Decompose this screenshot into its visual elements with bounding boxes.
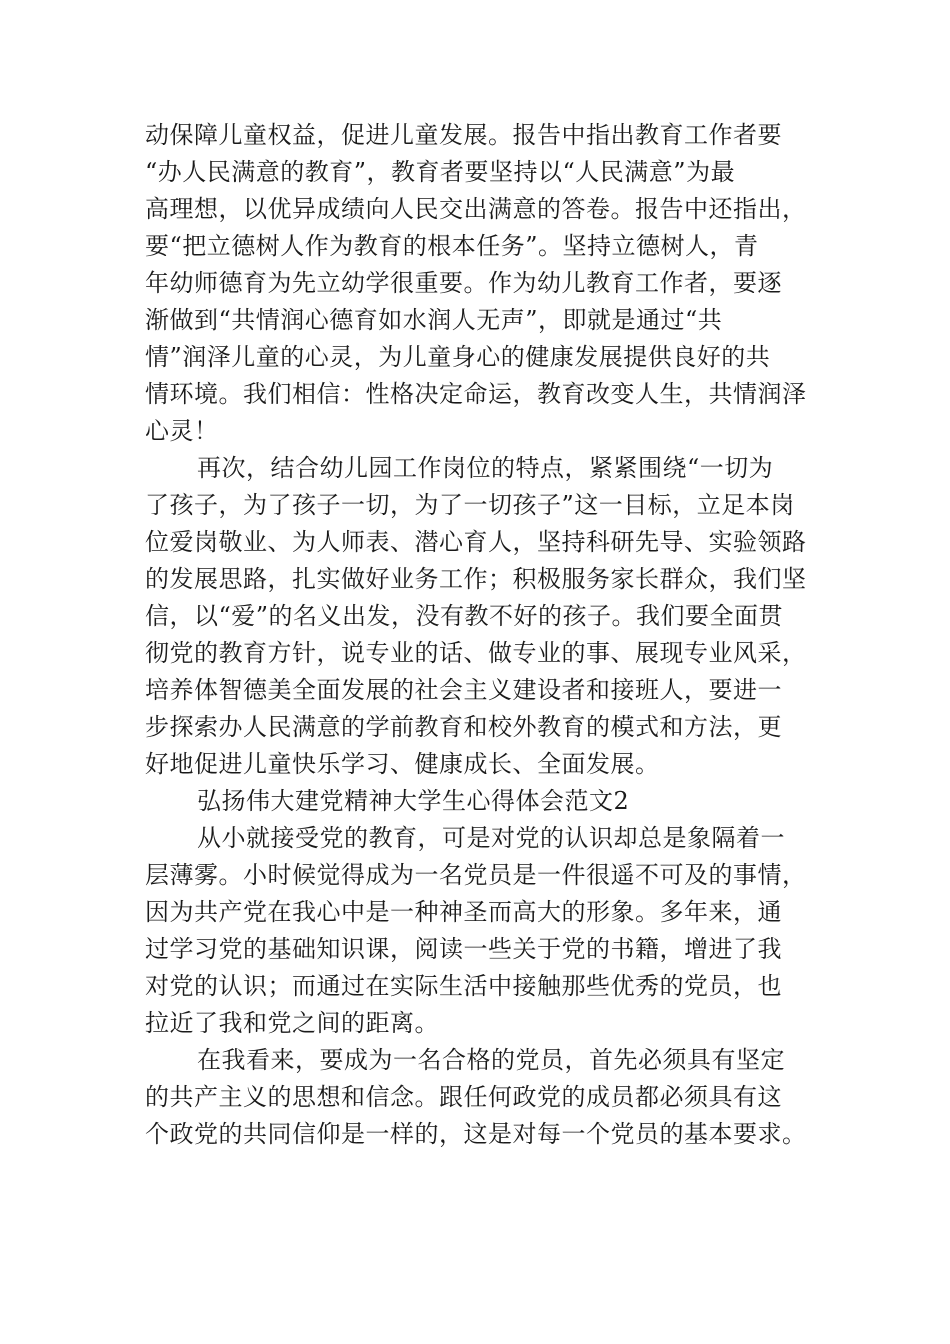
text-line: 年幼师德育为先立幼学很重要。作为幼儿教育工作者，要逐 bbox=[145, 269, 782, 297]
text-line: 信，以“爱”的名义出发，没有教不好的孩子。我们要全面贯 bbox=[145, 602, 784, 630]
text-line: 的共产主义的思想和信念。跟任何政党的成员都必须具有这 bbox=[145, 1083, 782, 1111]
text-line: 在我看来，要成为一名合格的党员，首先必须具有坚定 bbox=[197, 1046, 785, 1074]
text-line: 拉近了我和党之间的距离。 bbox=[145, 1009, 439, 1037]
text-line: 情”润泽儿童的心灵，为儿童身心的健康发展提供良好的共 bbox=[145, 343, 771, 371]
text-line: 再次，结合幼儿园工作岗位的特点，紧紧围绕“一切为 bbox=[197, 454, 774, 482]
text-line: 个政党的共同信仰是一样的，这是对每一个党员的基本要求。 bbox=[145, 1120, 807, 1148]
text-line: 要“把立德树人作为教育的根本任务”。坚持立德树人，青 bbox=[145, 232, 759, 260]
text-line: 心灵！ bbox=[145, 417, 219, 445]
text-line: 位爱岗敬业、为人师表、潜心育人，坚持科研先导、实验领路 bbox=[145, 528, 807, 556]
text-line: “办人民满意的教育”，教育者要坚持以“人民满意”为最 bbox=[145, 158, 736, 186]
text-line: 高理想，以优异成绩向人民交出满意的答卷。报告中还指出， bbox=[145, 195, 807, 223]
text-line: 渐做到“共情润心德育如水润人无声”，即就是通过“共 bbox=[145, 306, 723, 334]
paragraph bbox=[145, 820, 813, 1042]
paragraph bbox=[145, 450, 813, 783]
text-line: 动保障儿童权益，促进儿童发展。报告中指出教育工作者要 bbox=[145, 121, 782, 149]
text-line: 弘扬伟大建党精神大学生心得体会范文2 bbox=[197, 787, 630, 815]
text-line: 的发展思路，扎实做好业务工作；积极服务家长群众，我们坚 bbox=[145, 565, 807, 593]
text-line: 从小就接受党的教育，可是对党的认识却总是象隔着一 bbox=[197, 824, 785, 852]
text-line: 情环境。我们相信：性格决定命运，教育改变人生，共情润泽 bbox=[145, 380, 807, 408]
text-line: 步探索办人民满意的学前教育和校外教育的模式和方法，更 bbox=[145, 713, 782, 741]
text-line: 好地促进儿童快乐学习、健康成长、全面发展。 bbox=[145, 750, 660, 778]
text-line: 因为共产党在我心中是一种神圣而高大的形象。多年来，通 bbox=[145, 898, 782, 926]
text-line: 彻党的教育方针，说专业的话、做专业的事、展现专业风采， bbox=[145, 639, 807, 667]
text-line: 层薄雾。小时候觉得成为一名党员是一件很遥不可及的事情， bbox=[145, 861, 807, 889]
paragraph bbox=[145, 1042, 813, 1153]
section-heading bbox=[145, 783, 813, 820]
text-line: 培养体智德美全面发展的社会主义建设者和接班人，要进一 bbox=[145, 676, 782, 704]
paragraph bbox=[145, 117, 813, 450]
text-line: 对党的认识；而通过在实际生活中接触那些优秀的党员，也 bbox=[145, 972, 782, 1000]
text-line: 过学习党的基础知识课，阅读一些关于党的书籍，增进了我 bbox=[145, 935, 782, 963]
text-line: 了孩子，为了孩子一切，为了一切孩子”这一目标，立足本岗 bbox=[145, 491, 795, 519]
document-page bbox=[145, 117, 813, 1153]
